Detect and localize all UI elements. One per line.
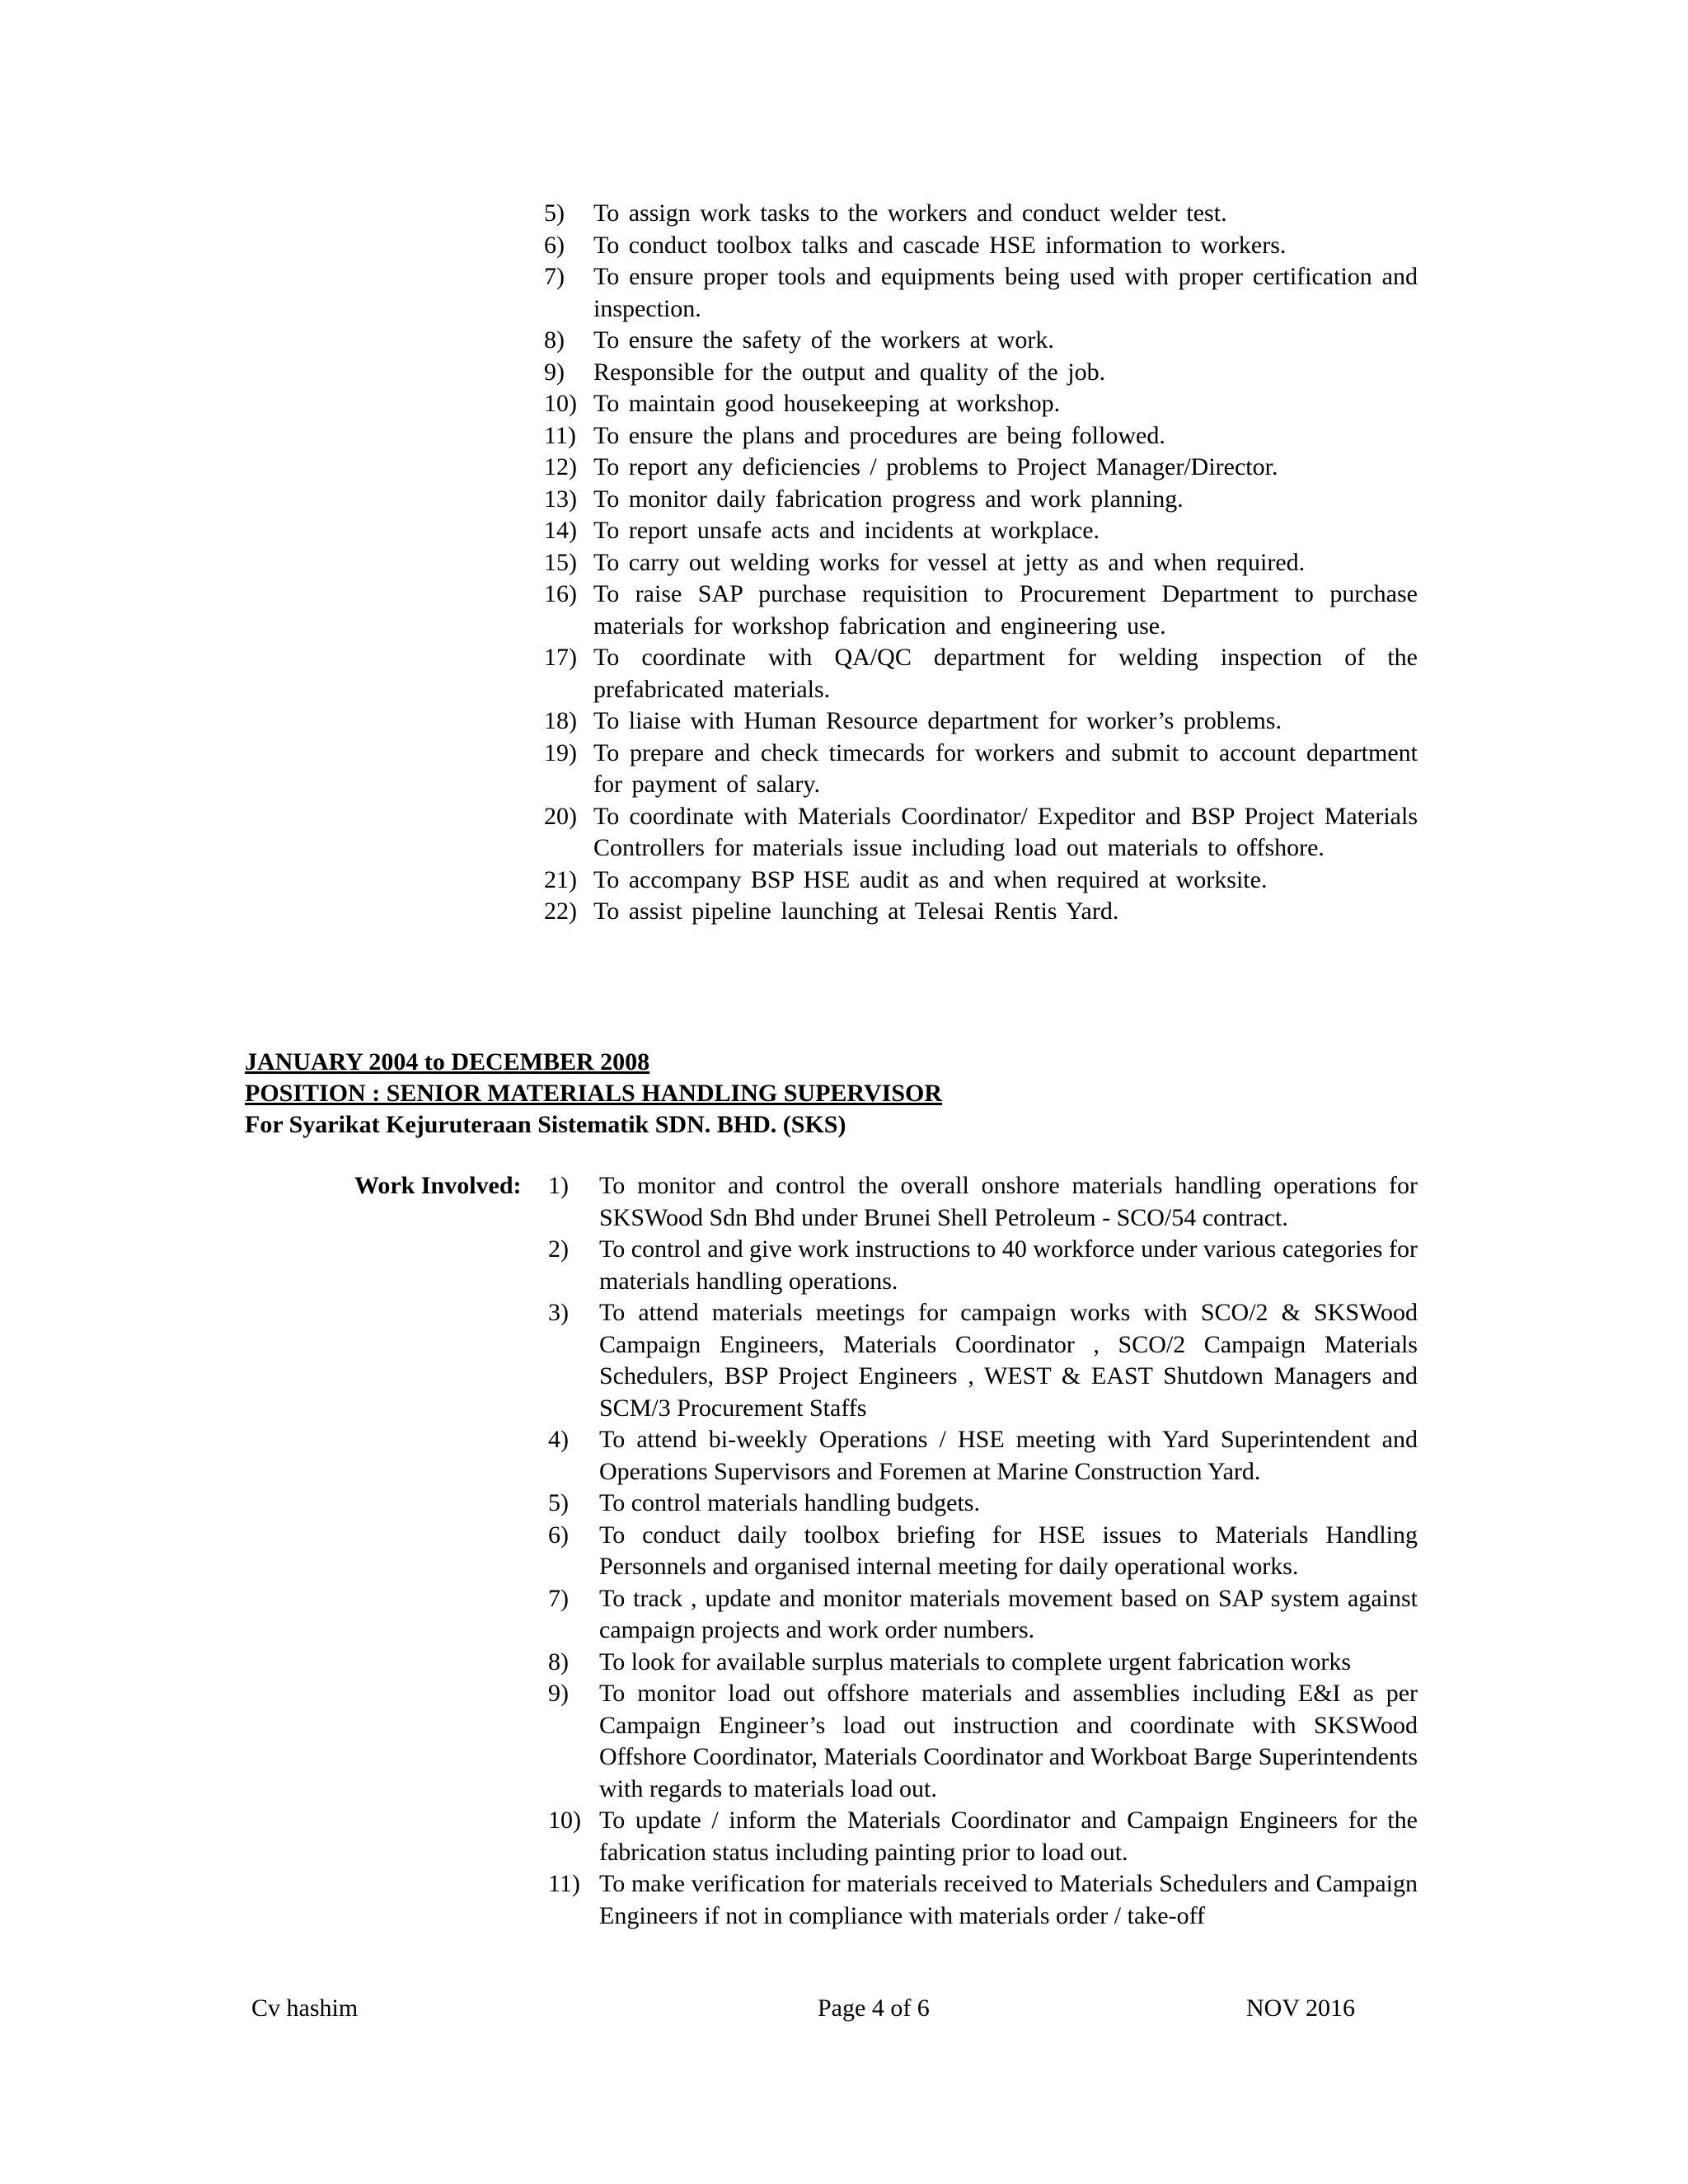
item-text: To monitor load out offshore materials and assemblies including E&I as per Campaign Engineer’s load out instruction and coordinate with SKSWood Offshore Coordinator, Materials Coordinator and Workboat Barge Superintendents with regards to materials load out.	[599, 1680, 1418, 1802]
item-number: 8)	[544, 326, 565, 354]
item-number: 6)	[544, 231, 565, 259]
item-text: To monitor and control the overall onshore materials handling operations for SKSWood Sdn Bhd under Brunei Shell Petroleum - SCO/54 contract.	[599, 1172, 1418, 1231]
footer-author: Cv hashim	[251, 1994, 359, 2022]
footer-date: NOV 2016	[1246, 1994, 1355, 2022]
list-item	[548, 1488, 1418, 1520]
item-text: To coordinate with Materials Coordinator/ Expeditor and BSP Project Materials Controllers for materials issue including load out materials to offshore.	[593, 802, 1418, 861]
list-item	[544, 325, 1418, 357]
list-item	[544, 452, 1418, 484]
item-number: 5)	[544, 199, 565, 227]
item-text: To look for available surplus materials to complete urgent fabrication works	[599, 1647, 1352, 1675]
item-text: To ensure the plans and procedures are being followed.	[593, 421, 1165, 449]
item-number: 18)	[544, 707, 577, 734]
item-text: To control and give work instructions to 40 workforce under various categories for materials handling operations.	[599, 1235, 1418, 1295]
item-text: To coordinate with QA/QC department for welding inspection of the prefabricated materials.	[593, 644, 1418, 703]
list-item	[544, 705, 1418, 738]
list-item	[544, 738, 1418, 801]
footer-page-number: Page 4 of 6	[818, 1994, 930, 2022]
item-number: 11)	[544, 421, 576, 449]
list-item	[548, 1678, 1418, 1805]
item-number: 10)	[544, 390, 577, 417]
item-number: 9)	[544, 358, 565, 386]
item-number: 19)	[544, 738, 577, 766]
list-item	[544, 515, 1418, 547]
list-item	[548, 1170, 1418, 1234]
list-item	[544, 388, 1418, 420]
item-number: 17)	[544, 644, 577, 671]
list-item	[544, 896, 1418, 928]
list-item	[548, 1647, 1418, 1679]
item-number: 20)	[544, 802, 577, 830]
item-text: To carry out welding works for vessel at jetty as and when required.	[593, 548, 1306, 576]
item-text: To report any deficiencies / problems to Project Manager/Director.	[593, 453, 1278, 480]
item-text: To report unsafe acts and incidents at workplace.	[593, 517, 1100, 544]
item-text: To maintain good housekeeping at workshop.	[593, 390, 1061, 417]
item-text: To track , update and monitor materials movement based on SAP system against campaign projects and work order numbers.	[599, 1584, 1418, 1643]
item-text: To attend materials meetings for campaign works with SCO/2 & SKSWood Campaign Engineers, Materials Coordinator , SCO/2 Campaign Materials Schedulers, BSP Project Engineers , WEST & EAST Shutdown Managers and SCM/3 Procurement Staffs	[599, 1299, 1418, 1422]
item-text: To monitor daily fabrication progress and work planning.	[593, 485, 1184, 513]
item-number: 7)	[544, 263, 565, 290]
item-text: To attend bi-weekly Operations / HSE meeting with Yard Superintendent and Operations Supervisors and Foremen at Marine Construction Yard.	[599, 1426, 1418, 1485]
job-period: JANUARY 2004 to DECEMBER 2008	[245, 1048, 650, 1076]
item-number: 16)	[544, 580, 577, 607]
item-number: 1)	[548, 1172, 569, 1199]
item-number: 4)	[548, 1426, 569, 1453]
list-item	[544, 579, 1418, 642]
list-item	[544, 230, 1418, 262]
item-number: 13)	[544, 485, 577, 513]
item-text: To liaise with Human Resource department for worker’s problems.	[593, 707, 1282, 734]
list-item	[544, 547, 1418, 579]
list-item	[548, 1424, 1418, 1488]
list-item	[544, 357, 1418, 389]
item-number: 12)	[544, 453, 577, 480]
list-item	[544, 261, 1418, 325]
list-item	[548, 1520, 1418, 1583]
item-text: To assist pipeline launching at Telesai Rentis Yard.	[593, 898, 1119, 925]
work-involved-label: Work Involved:	[354, 1172, 522, 1199]
list-item	[544, 420, 1418, 452]
list-item	[544, 484, 1418, 516]
item-text: To conduct daily toolbox briefing for HSE issues to Materials Handling Personnels and organised internal meeting for daily operational works.	[599, 1521, 1418, 1580]
item-text: To accompany BSP HSE audit as and when required at worksite.	[593, 865, 1268, 893]
item-number: 2)	[548, 1235, 569, 1263]
item-text: To update / inform the Materials Coordinator and Campaign Engineers for the fabrication status including painting prior to load out.	[599, 1807, 1418, 1866]
list-item	[544, 865, 1418, 897]
item-number: 15)	[544, 548, 577, 576]
item-text: To ensure the safety of the workers at work.	[593, 326, 1054, 354]
item-number: 8)	[548, 1647, 569, 1675]
item-text: To ensure proper tools and equipments being used with proper certification and inspection.	[593, 263, 1418, 322]
item-number: 14)	[544, 517, 577, 544]
item-number: 7)	[548, 1584, 569, 1612]
item-text: To conduct toolbox talks and cascade HSE information to workers.	[593, 231, 1287, 259]
duties-list-continued	[544, 198, 1418, 928]
list-item	[548, 1234, 1418, 1297]
item-text: Responsible for the output and quality of the job.	[593, 358, 1106, 386]
item-number: 10)	[548, 1807, 581, 1834]
item-text: To assign work tasks to the workers and conduct welder test.	[593, 199, 1227, 227]
item-number: 3)	[548, 1299, 569, 1326]
item-text: To prepare and check timecards for workers and submit to account department for payment of salary.	[593, 738, 1418, 798]
item-number: 9)	[548, 1680, 569, 1707]
item-number: 21)	[544, 865, 577, 893]
list-item	[544, 801, 1418, 865]
duties-list	[548, 1170, 1418, 1932]
item-number: 5)	[548, 1489, 569, 1516]
item-number: 22)	[544, 898, 577, 925]
item-text: To make verification for materials received to Materials Schedulers and Campaign Engineers if not in compliance with materials order / take-off	[599, 1870, 1418, 1929]
list-item	[548, 1297, 1418, 1424]
item-text: To raise SAP purchase requisition to Procurement Department to purchase materials for workshop fabrication and engineering use.	[593, 580, 1418, 640]
list-item	[544, 642, 1418, 705]
job-position: POSITION : SENIOR MATERIALS HANDLING SUPERVISOR	[245, 1080, 943, 1107]
list-item	[548, 1583, 1418, 1647]
item-number: 11)	[548, 1870, 580, 1897]
list-item	[544, 198, 1418, 230]
item-text: To control materials handling budgets.	[599, 1489, 980, 1516]
item-number: 6)	[548, 1521, 569, 1549]
list-item	[548, 1868, 1418, 1932]
list-item	[548, 1805, 1418, 1868]
job-employer: For Syarikat Kejuruteraan Sistematik SDN. BHD. (SKS)	[245, 1111, 846, 1138]
